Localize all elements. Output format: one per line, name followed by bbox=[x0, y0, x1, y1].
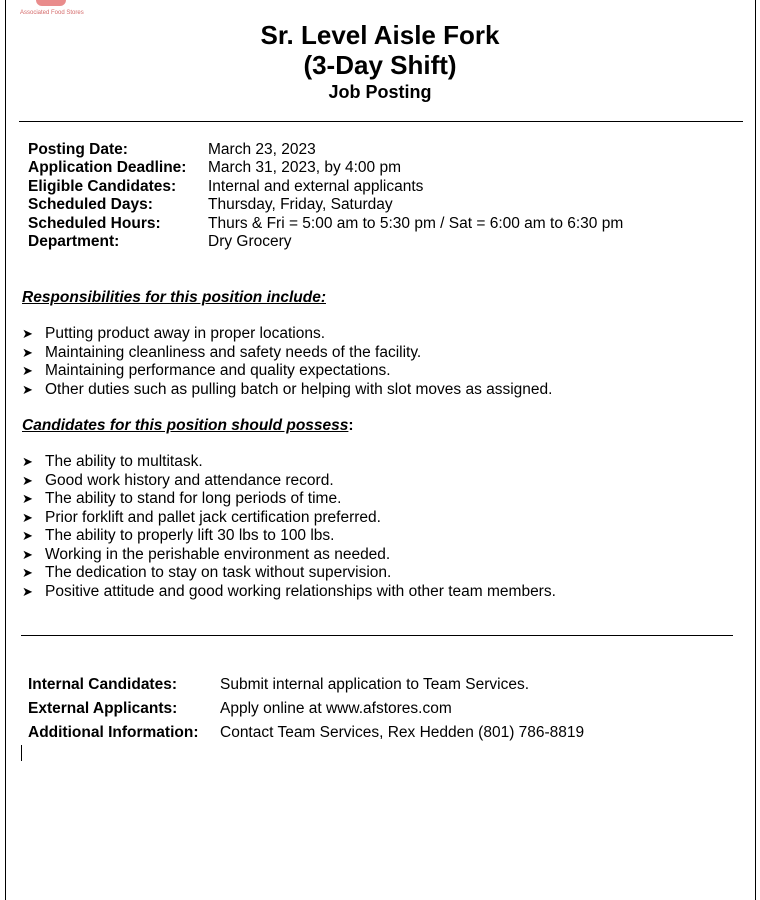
list-item bbox=[22, 362, 552, 381]
list-item bbox=[22, 564, 556, 583]
arrowhead-bullet-icon: ➤ bbox=[22, 363, 33, 378]
contact-value: Contact Team Services, Rex Hedden (801) 786-8819 bbox=[220, 724, 585, 741]
detail-row bbox=[28, 196, 623, 214]
responsibilities-heading-text: Responsibilities for this position include: bbox=[22, 289, 326, 306]
arrowhead-bullet-icon: ➤ bbox=[22, 381, 33, 397]
contact-info bbox=[28, 673, 584, 745]
company-logo bbox=[20, 0, 90, 20]
detail-label: Scheduled Hours: bbox=[28, 214, 161, 232]
arrowhead-bullet-icon: ➤ bbox=[22, 583, 33, 599]
document-page bbox=[5, 0, 756, 900]
arrowhead-bullet-icon: ➤ bbox=[22, 454, 33, 469]
arrowhead-bullet-icon: ➤ bbox=[22, 491, 33, 506]
posting-details bbox=[28, 141, 623, 251]
contact-row bbox=[28, 697, 584, 721]
detail-row bbox=[28, 159, 623, 177]
detail-label: Department: bbox=[28, 233, 120, 251]
list-item bbox=[22, 490, 556, 509]
detail-label: Application Deadline: bbox=[28, 159, 187, 177]
text-cursor bbox=[21, 745, 22, 761]
list-item bbox=[22, 453, 556, 472]
responsibilities-heading bbox=[22, 289, 326, 307]
list-item-text: The ability to properly lift 30 lbs to 100 lbs. bbox=[45, 527, 335, 544]
detail-row bbox=[28, 141, 623, 159]
detail-value: March 31, 2023, by 4:00 pm bbox=[208, 159, 402, 177]
list-item bbox=[22, 527, 556, 546]
bottom-divider bbox=[21, 635, 733, 636]
list-item-text: The dedication to stay on task without supervision. bbox=[45, 564, 392, 581]
contact-label: External Applicants: bbox=[28, 700, 178, 717]
logo-text: Associated Food Stores bbox=[20, 10, 84, 16]
detail-label: Eligible Candidates: bbox=[28, 177, 177, 195]
detail-value: Thursday, Friday, Saturday bbox=[208, 196, 393, 214]
detail-row bbox=[28, 233, 623, 251]
contact-row bbox=[28, 721, 584, 745]
candidates-list bbox=[22, 453, 556, 601]
arrowhead-bullet-icon: ➤ bbox=[22, 565, 33, 580]
detail-value: Thurs & Fri = 5:00 am to 5:30 pm / Sat = 6:00 am to 6:30 pm bbox=[208, 214, 624, 232]
arrowhead-bullet-icon: ➤ bbox=[22, 546, 33, 562]
contact-label: Additional Information: bbox=[28, 724, 199, 741]
logo-mark-icon bbox=[36, 0, 66, 6]
list-item bbox=[22, 472, 556, 491]
top-divider bbox=[19, 121, 743, 122]
list-item-text: Maintaining cleanliness and safety needs of the facility. bbox=[45, 343, 422, 361]
list-item bbox=[22, 546, 556, 565]
detail-label: Scheduled Days: bbox=[28, 196, 153, 214]
list-item-text: The ability to stand for long periods of time. bbox=[45, 490, 342, 507]
detail-value: Dry Grocery bbox=[208, 233, 292, 251]
list-item bbox=[22, 381, 552, 400]
contact-label: Internal Candidates: bbox=[28, 676, 177, 693]
detail-value: March 23, 2023 bbox=[208, 141, 316, 158]
list-item bbox=[22, 583, 556, 602]
detail-row bbox=[28, 215, 623, 233]
detail-label: Posting Date: bbox=[28, 141, 128, 158]
list-item-text: The ability to multitask. bbox=[45, 453, 203, 470]
list-item-text: Positive attitude and good working relationships with other team members. bbox=[45, 582, 556, 600]
responsibilities-list bbox=[22, 325, 552, 399]
arrowhead-bullet-icon: ➤ bbox=[22, 528, 33, 543]
detail-row bbox=[28, 178, 623, 196]
contact-value: Submit internal application to Team Services. bbox=[220, 676, 530, 693]
list-item-text: Maintaining performance and quality expectations. bbox=[45, 362, 391, 379]
contact-value: Apply online at www.afstores.com bbox=[220, 700, 452, 717]
arrowhead-bullet-icon: ➤ bbox=[22, 509, 33, 525]
list-item-text: Working in the perishable environment as needed. bbox=[45, 545, 391, 563]
list-item bbox=[22, 325, 552, 344]
list-item-text: Other duties such as pulling batch or helping with slot moves as assigned. bbox=[45, 380, 553, 398]
arrowhead-bullet-icon: ➤ bbox=[22, 326, 33, 341]
candidates-heading-text: Candidates for this position should possess bbox=[22, 417, 349, 434]
arrowhead-bullet-icon: ➤ bbox=[22, 344, 33, 360]
contact-row bbox=[28, 673, 584, 697]
list-item-text: Good work history and attendance record. bbox=[45, 471, 334, 489]
candidates-heading bbox=[22, 417, 354, 435]
job-title: Sr. Level Aisle Fork bbox=[260, 20, 500, 50]
list-item bbox=[22, 509, 556, 528]
list-item-text: Putting product away in proper locations. bbox=[45, 325, 326, 342]
shift-subtitle: (3-Day Shift) bbox=[303, 50, 457, 80]
list-item-text: Prior forklift and pallet jack certification preferred. bbox=[45, 508, 381, 526]
list-item bbox=[22, 344, 552, 363]
detail-value: Internal and external applicants bbox=[208, 177, 424, 195]
arrowhead-bullet-icon: ➤ bbox=[22, 472, 33, 488]
candidates-heading-colon: : bbox=[348, 417, 354, 434]
posting-label: Job Posting bbox=[328, 82, 432, 102]
